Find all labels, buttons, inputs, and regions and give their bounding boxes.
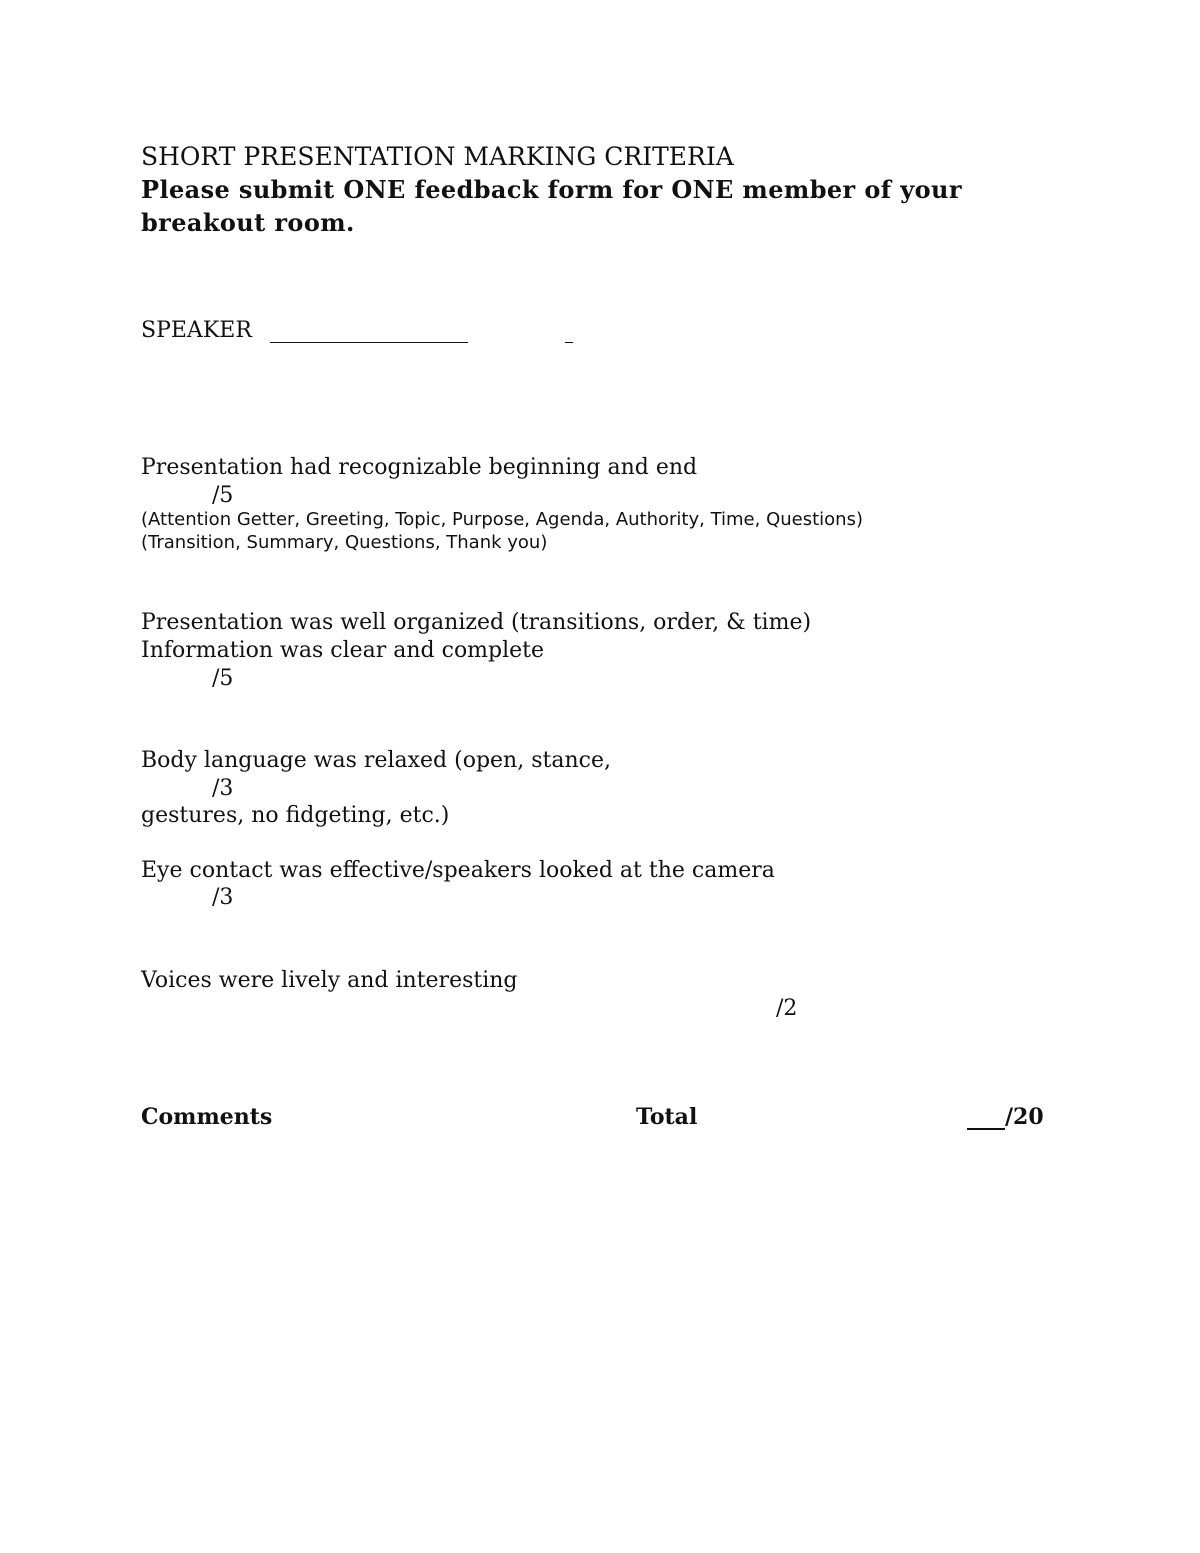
- criterion-3-text-1: Body language was relaxed (open, stance,: [141, 748, 611, 773]
- criterion-3-text-2: gestures, no fidgeting, etc.): [141, 803, 450, 828]
- criterion-2-text-2: Information was clear and complete: [141, 638, 545, 663]
- speaker-label: SPEAKER: [141, 318, 252, 343]
- comments-label: Comments: [141, 1104, 273, 1130]
- total-label: Total: [636, 1104, 698, 1130]
- criterion-2-score: /5: [212, 666, 234, 691]
- speaker-name-blank[interactable]: [270, 342, 468, 343]
- criterion-1-note-2: (Transition, Summary, Questions, Thank you): [141, 532, 548, 553]
- criterion-1-text: Presentation had recognizable beginning and end: [141, 455, 698, 480]
- speaker-blank-tail: [565, 342, 573, 343]
- criterion-5-score: /2: [776, 996, 798, 1021]
- total-score: /20: [1005, 1104, 1044, 1130]
- total-score-blank[interactable]: [967, 1128, 1005, 1130]
- criterion-1-note-1: (Attention Getter, Greeting, Topic, Purpose, Agenda, Authority, Time, Questions): [141, 509, 863, 530]
- instruction-line-2: breakout room.: [141, 208, 355, 237]
- criterion-2-text-1: Presentation was well organized (transitions, order, & time): [141, 610, 812, 635]
- instruction-line-1: Please submit ONE feedback form for ONE member of your: [141, 175, 962, 204]
- criterion-4-score: /3: [212, 885, 234, 910]
- criterion-1-score: /5: [212, 483, 234, 508]
- criterion-3-score: /3: [212, 776, 234, 801]
- document-title: SHORT PRESENTATION MARKING CRITERIA: [141, 142, 734, 171]
- criterion-5-text: Voices were lively and interesting: [141, 968, 518, 993]
- criterion-4-text: Eye contact was effective/speakers looked at the camera: [141, 858, 775, 883]
